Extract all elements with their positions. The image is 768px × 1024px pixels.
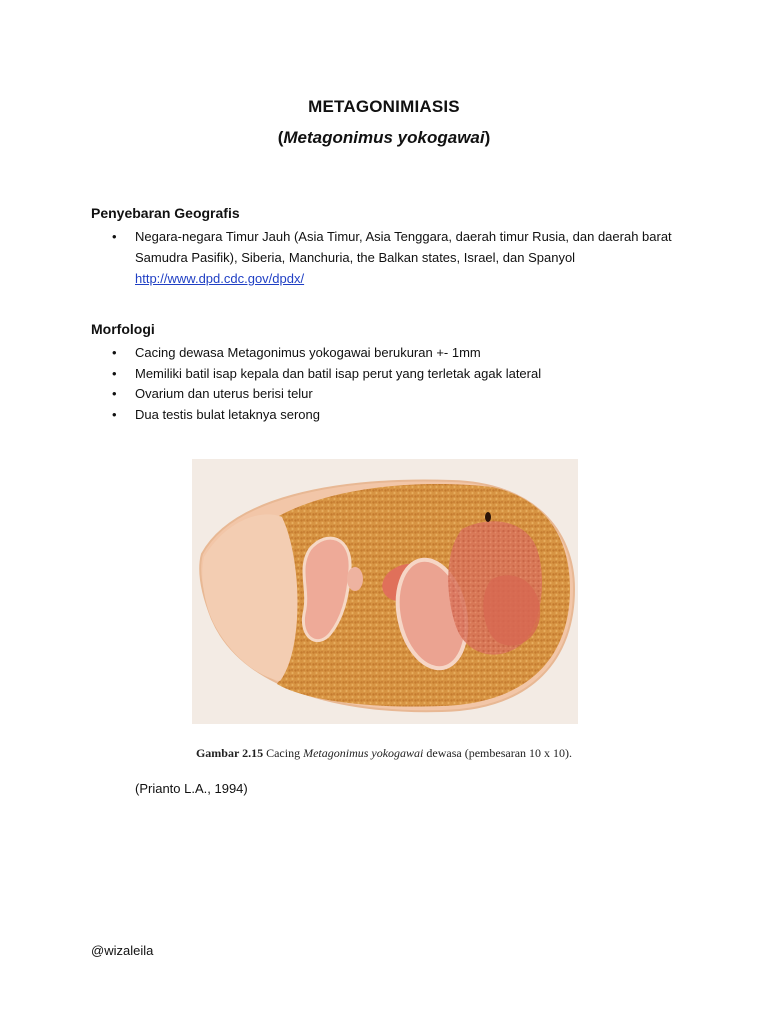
subtitle-species: Metagonimus yokogawai: [283, 128, 485, 147]
bullet-text: Dua testis bulat letaknya serong: [135, 407, 320, 422]
bullet-icon: •: [112, 386, 117, 401]
bullet-text: Memiliki batil isap kepala dan batil isap perut yang terletak agak lateral: [135, 366, 542, 381]
subtitle-open-paren: (: [277, 128, 284, 147]
bullet-text-continued: Samudra Pasifik), Siberia, Manchuria, the Balkan states, Israel, dan Spanyol: [135, 250, 576, 265]
subtitle-close-paren: ): [484, 128, 491, 147]
bullet-text: Negara-negara Timur Jauh (Asia Timur, Asia Tenggara, daerah timur Rusia, dan daerah barat: [135, 229, 672, 244]
section-heading-morfologi: Morfologi: [91, 321, 155, 337]
caption-species: Metagonimus yokogawai: [303, 746, 424, 760]
bullet-icon: •: [112, 345, 117, 360]
list-item: [112, 404, 672, 425]
list-item: [112, 383, 672, 404]
dpdx-link[interactable]: http://www.dpd.cdc.gov/dpdx/: [135, 271, 305, 286]
bullet-icon: •: [112, 407, 117, 422]
bullet-text: Cacing dewasa Metagonimus yokogawai berukuran +- 1mm: [135, 345, 481, 360]
specimen-figure: [192, 459, 578, 724]
page-subtitle: [0, 128, 768, 148]
section-heading-geografis: Penyebaran Geografis: [91, 205, 240, 221]
list-item: [112, 363, 672, 384]
bullet-text: Ovarium dan uterus berisi telur: [135, 386, 313, 401]
caption-label: Gambar 2.15: [195, 746, 264, 760]
citation: (Prianto L.A., 1994): [135, 781, 248, 796]
footer-handle: @wizaleila: [91, 943, 154, 958]
caption-text-post: dewasa (pembesaran 10 x 10).: [423, 746, 573, 760]
bullet-icon: •: [112, 366, 117, 381]
figure-caption: [0, 746, 768, 761]
list-item: [112, 226, 672, 289]
fluke-specimen-icon: [192, 459, 578, 724]
list-item: [112, 342, 672, 363]
bullet-icon: •: [112, 229, 117, 244]
caption-text-pre: Cacing: [263, 746, 304, 760]
page-title: METAGONIMIASIS: [308, 97, 460, 116]
